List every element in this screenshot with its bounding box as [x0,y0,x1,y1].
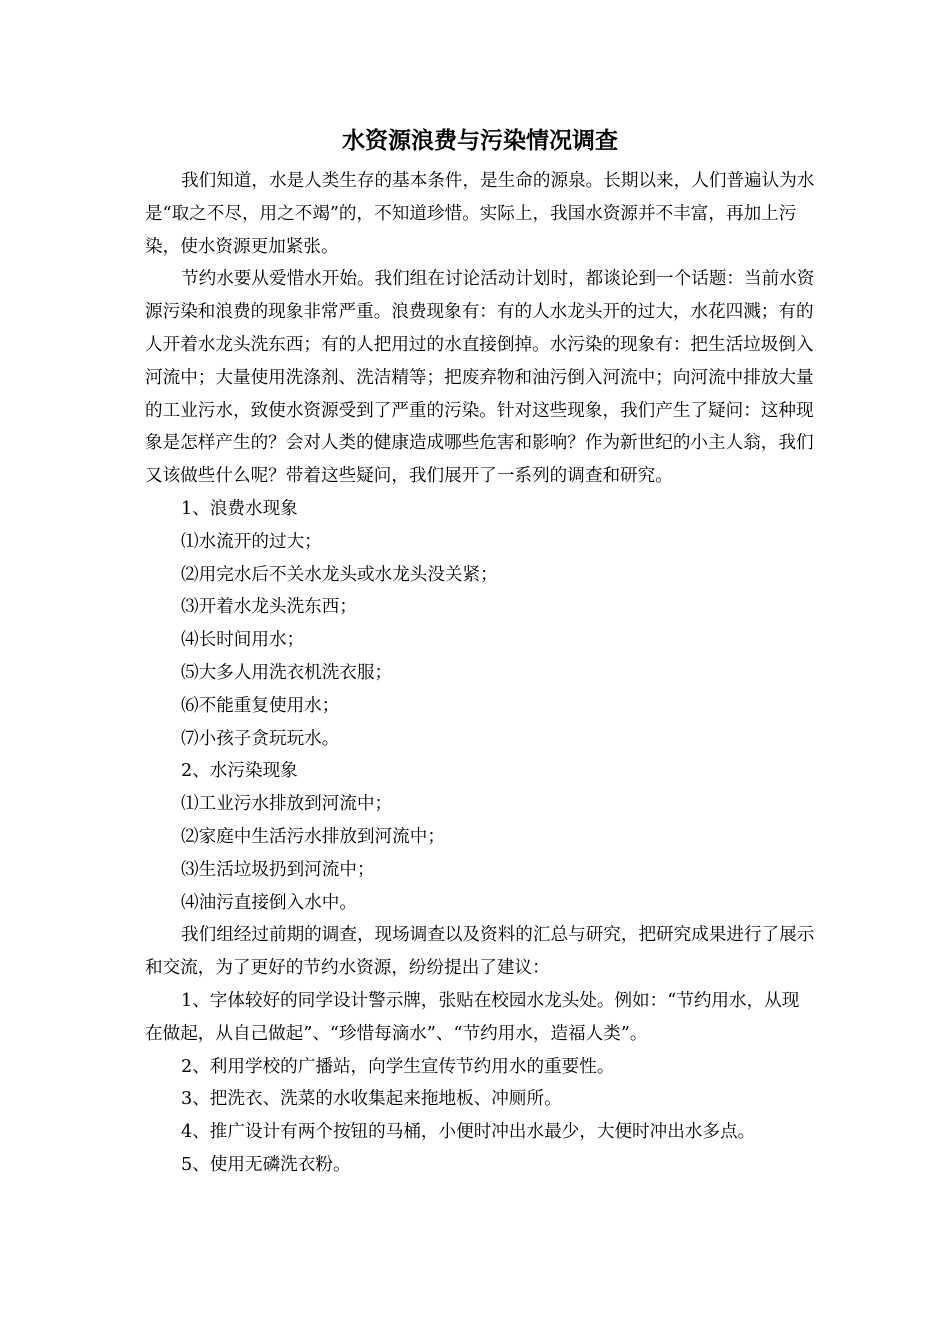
suggestion-item: 5、使用无磷洗衣粉。 [181,1154,351,1175]
document-title: 水资源浪费与污染情况调查 [342,127,618,154]
list-item: ⑴工业污水排放到河流中； [181,794,393,815]
document-body [145,165,815,1182]
list-item: ⑷油污直接倒入水中。 [181,892,357,913]
list-item: ⑹不能重复使用水； [181,695,340,716]
list-item: ⑺小孩子贪玩玩水。 [181,728,340,749]
suggestion-item: 2、利用学校的广播站，向学生宣传节约用水的重要性。 [181,1056,615,1077]
list-item: ⑵用完水后不关水龙头或水龙头没关紧； [181,564,498,585]
summary-paragraph: 我们组经过前期的调查，现场调查以及资料的汇总与研究，把研究成果进行了展示和交流，为了更好的节约水资源，纷纷提出了建议： [145,925,815,979]
intro-paragraph-2: 节约水要从爱惜水开始。我们组在讨论活动计划时，都谈论到一个话题：当前水资源污染和浪费的现象非常严重。浪费现象有：有的人水龙头开的过大，水花四溅；有的人开着水龙头洗东西；有的人把用过的水直接倒掉。水污染的现象有：把生活垃圾倒入河流中；大量使用洗涤剂、洗洁精等；把废弃物和油污倒入河流中；向河流中排放大量的工业污水，致使水资源受到了严重的污染。针对这些现象，我们产生了疑问：这种现象是怎样产生的？会对人类的健康造成哪些危害和影响？作为新世纪的小主人翁，我们又该做些什么呢？带着这些疑问，我们展开了一系列的调查和研究。 [145,269,815,487]
list-item: ⑷长时间用水； [181,630,305,651]
list-item: ⑸大多人用洗衣机洗衣服； [181,662,393,683]
section-heading-pollution: 2、水污染现象 [181,761,298,782]
list-item: ⑴水流开的过大； [181,531,322,552]
suggestion-item: 4、推广设计有两个按钮的马桶，小便时冲出水最少，大便时冲出水多点。 [181,1122,756,1143]
section-heading-waste: 1、浪费水现象 [181,498,298,519]
suggestion-item: 3、把洗衣、洗菜的水收集起来拖地板、冲厕所。 [181,1089,562,1110]
suggestion-item: 1、字体较好的同学设计警示牌，张贴在校园水龙头处。例如：“节约用水，从现在做起，从自己做起”、“珍惜每滴水”、“节约用水，造福人类”。 [145,990,800,1044]
list-item: ⑶生活垃圾扔到河流中； [181,859,375,880]
intro-paragraph-1: 我们知道，水是人类生存的基本条件，是生命的源泉。长期以来，人们普遍认为水是“取之不尽，用之不竭”的，不知道珍惜。实际上，我国水资源并不丰富，再加上污染，使水资源更加紧张。 [145,171,815,257]
list-item: ⑵家庭中生活污水排放到河流中； [181,826,445,847]
list-item: ⑶开着水龙头洗东西； [181,597,357,618]
